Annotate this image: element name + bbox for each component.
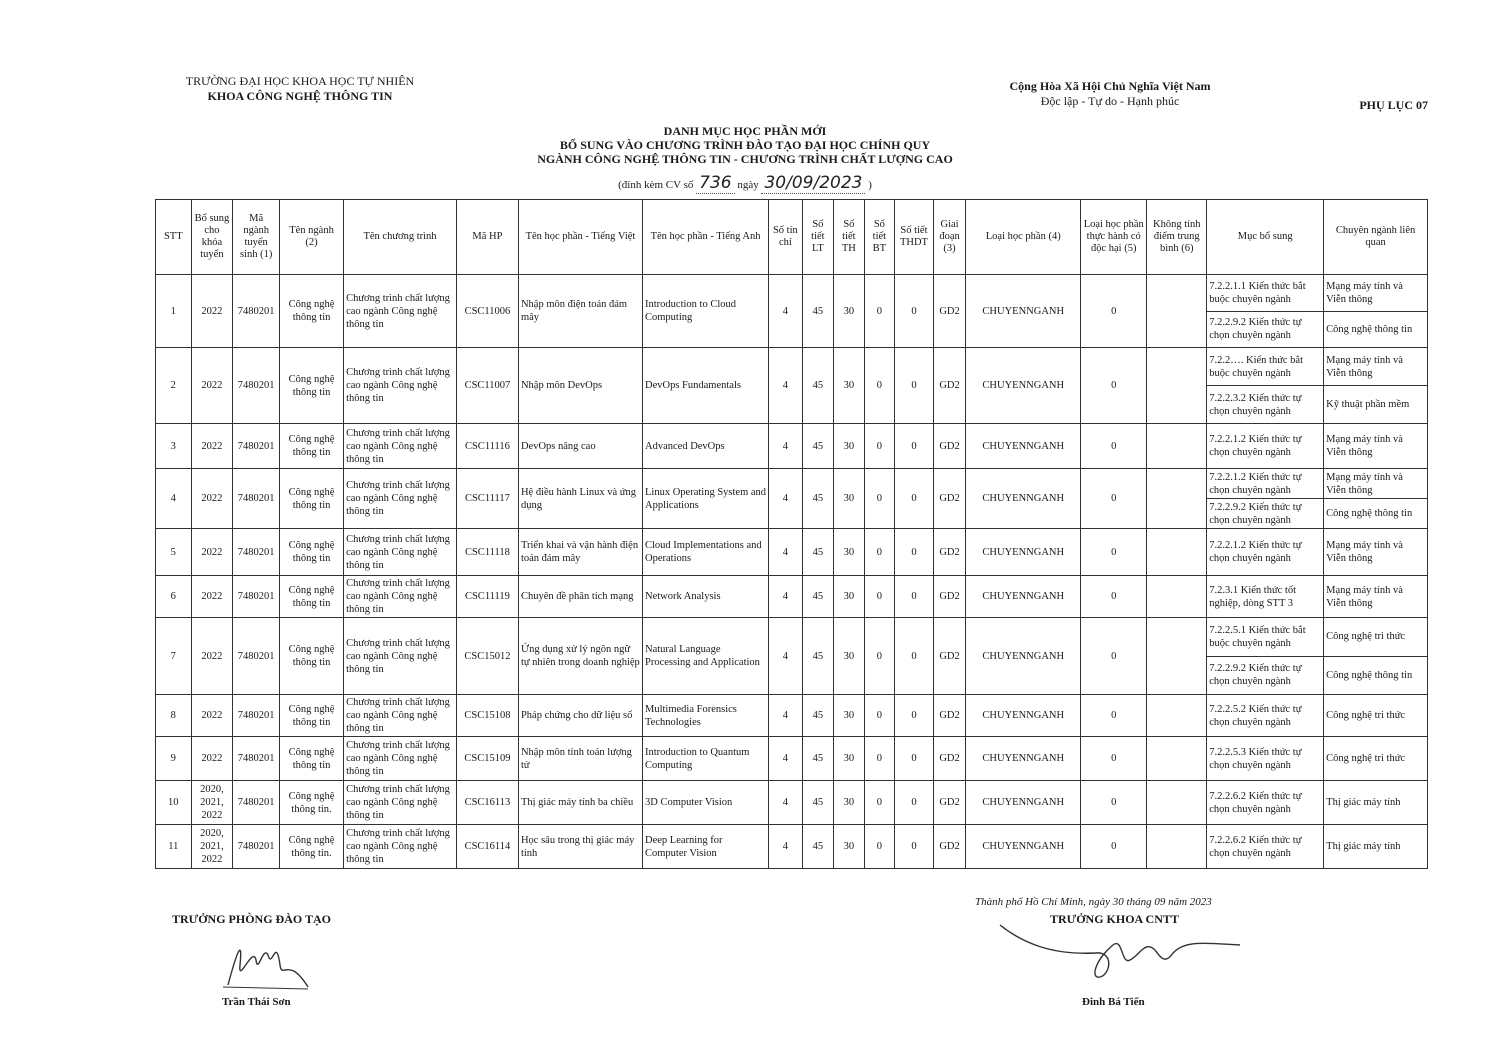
cell-stt: 5 <box>156 529 192 576</box>
cell-cohort: 2020, 2021, 2022 <box>191 781 233 825</box>
cell-related-specialization: Thị giác máy tính <box>1324 781 1428 825</box>
cell-stt: 11 <box>156 825 192 869</box>
cell-major-code: 7480201 <box>233 348 280 424</box>
cell-stt: 8 <box>156 695 192 737</box>
institution-header <box>150 74 450 104</box>
cell-thdt-hours: 0 <box>895 781 934 825</box>
cell-course-name-en: Advanced DevOps <box>643 424 769 469</box>
title-line-3: NGÀNH CÔNG NGHỆ THÔNG TIN - CHƯƠNG TRÌNH CHẤT LƯỢNG CAO <box>537 152 953 166</box>
cell-credits: 4 <box>769 618 803 695</box>
cell-hazardous: 0 <box>1081 825 1147 869</box>
column-header: Bổ sung cho khóa tuyển <box>191 200 233 275</box>
cell-practice-hours: 30 <box>834 424 865 469</box>
cell-course-code: CSC11119 <box>456 576 518 618</box>
column-header: Chuyên ngành liên quan <box>1324 200 1428 275</box>
column-header: Số tiết BT <box>864 200 895 275</box>
signing-date: Thành phố Hồ Chí Minh, ngày 30 tháng 09 năm 2023 <box>975 896 1212 908</box>
column-header: Số tiết LT <box>802 200 834 275</box>
cell-theory-hours: 45 <box>802 469 834 529</box>
column-header: Loại học phần (4) <box>966 200 1081 275</box>
cell-course-code: CSC11116 <box>456 424 518 469</box>
cell-course-name-en: 3D Computer Vision <box>643 781 769 825</box>
cell-major-name: Công nghệ thông tin. <box>280 781 344 825</box>
cell-course-code: CSC16113 <box>456 781 518 825</box>
cell-credits: 4 <box>769 781 803 825</box>
cell-program: Chương trình chất lượng cao ngành Công nghệ thông tin <box>344 424 457 469</box>
cell-major-code: 7480201 <box>233 825 280 869</box>
cell-related-specialization: Công nghệ thông tin <box>1324 499 1428 529</box>
cell-practice-hours: 30 <box>834 469 865 529</box>
cell-practice-hours: 30 <box>834 781 865 825</box>
cell-exercise-hours: 0 <box>864 618 895 695</box>
column-header: STT <box>156 200 192 275</box>
cell-course-type: CHUYENNGANH <box>966 424 1081 469</box>
right-signature-mark <box>995 915 1245 985</box>
cell-stage: GD2 <box>933 424 966 469</box>
cell-credits: 4 <box>769 275 803 348</box>
cell-practice-hours: 30 <box>834 275 865 348</box>
table-row <box>156 348 1428 386</box>
cell-hazardous: 0 <box>1081 469 1147 529</box>
cell-related-specialization: Công nghệ thông tin <box>1324 656 1428 695</box>
cell-course-name-vn: Nhập môn DevOps <box>518 348 642 424</box>
cell-exercise-hours: 0 <box>864 469 895 529</box>
cell-practice-hours: 30 <box>834 529 865 576</box>
cell-exercise-hours: 0 <box>864 781 895 825</box>
cell-major-name: Công nghệ thông tin <box>280 424 344 469</box>
right-signatory-name: Đinh Bá Tiến <box>1082 996 1145 1008</box>
cell-credits: 4 <box>769 576 803 618</box>
cell-course-name-vn: Ứng dụng xử lý ngôn ngữ tự nhiên trong doanh nghiệp <box>518 618 642 695</box>
cell-thdt-hours: 0 <box>895 576 934 618</box>
cell-stt: 6 <box>156 576 192 618</box>
cell-major-name: Công nghệ thông tin <box>280 695 344 737</box>
left-signature-mark <box>208 925 318 995</box>
cell-program: Chương trình chất lượng cao ngành Công nghệ thông tin <box>344 618 457 695</box>
cell-hazardous: 0 <box>1081 348 1147 424</box>
cell-credits: 4 <box>769 348 803 424</box>
column-header: Tên ngành (2) <box>280 200 344 275</box>
cell-course-name-en: Linux Operating System and Applications <box>643 469 769 529</box>
faculty-name: KHOA CÔNG NGHỆ THÔNG TIN <box>207 89 393 103</box>
cell-exclude-gpa <box>1147 618 1207 695</box>
cell-course-type: CHUYENNGANH <box>966 469 1081 529</box>
cell-practice-hours: 30 <box>834 348 865 424</box>
column-header: Số tín chỉ <box>769 200 803 275</box>
cell-stt: 3 <box>156 424 192 469</box>
cell-supplement-section: 7.2.2.5.3 Kiến thức tự chọn chuyên ngành <box>1207 737 1324 781</box>
cell-credits: 4 <box>769 737 803 781</box>
cell-related-specialization: Công nghệ tri thức <box>1324 618 1428 657</box>
cell-supplement-section: 7.2.2.5.2 Kiến thức tự chọn chuyên ngành <box>1207 695 1324 737</box>
cell-exclude-gpa <box>1147 781 1207 825</box>
cell-exercise-hours: 0 <box>864 737 895 781</box>
cell-exclude-gpa <box>1147 529 1207 576</box>
cell-course-name-en: Cloud Implementations and Operations <box>643 529 769 576</box>
cell-thdt-hours: 0 <box>895 348 934 424</box>
cell-stage: GD2 <box>933 695 966 737</box>
column-header: Không tính điểm trung bình (6) <box>1147 200 1207 275</box>
cell-theory-hours: 45 <box>802 529 834 576</box>
document-title <box>350 124 1140 166</box>
cell-exercise-hours: 0 <box>864 576 895 618</box>
cell-course-name-vn: Triển khai và vận hành điện toán đám mây <box>518 529 642 576</box>
cell-supplement-section: 7.2.2.1.1 Kiến thức bắt buộc chuyên ngành <box>1207 275 1324 312</box>
cell-course-name-en: DevOps Fundamentals <box>643 348 769 424</box>
cell-course-code: CSC15108 <box>456 695 518 737</box>
cell-supplement-section: 7.2.2.5.1 Kiến thức bắt buộc chuyên ngành <box>1207 618 1324 657</box>
cell-cohort: 2022 <box>191 618 233 695</box>
cell-course-type: CHUYENNGANH <box>966 576 1081 618</box>
cell-hazardous: 0 <box>1081 424 1147 469</box>
university-name: TRƯỜNG ĐẠI HỌC KHOA HỌC TỰ NHIÊN <box>185 74 415 88</box>
cell-major-name: Công nghệ thông tin <box>280 275 344 348</box>
cell-course-type: CHUYENNGANH <box>966 781 1081 825</box>
cell-stt: 10 <box>156 781 192 825</box>
cell-hazardous: 0 <box>1081 695 1147 737</box>
cell-supplement-section: 7.2.2.9.2 Kiến thức tự chọn chuyên ngành <box>1207 656 1324 695</box>
cell-cohort: 2022 <box>191 737 233 781</box>
cell-stage: GD2 <box>933 618 966 695</box>
cell-exercise-hours: 0 <box>864 275 895 348</box>
cell-supplement-section: 7.2.2.6.2 Kiến thức tự chọn chuyên ngành <box>1207 825 1324 869</box>
cell-major-code: 7480201 <box>233 781 280 825</box>
cell-exercise-hours: 0 <box>864 424 895 469</box>
cell-course-name-vn: Hệ điều hành Linux và ứng dụng <box>518 469 642 529</box>
cell-major-name: Công nghệ thông tin <box>280 576 344 618</box>
cell-theory-hours: 45 <box>802 825 834 869</box>
cell-exercise-hours: 0 <box>864 529 895 576</box>
cell-course-code: CSC11118 <box>456 529 518 576</box>
column-header: Giai đoạn (3) <box>933 200 966 275</box>
cell-stt: 1 <box>156 275 192 348</box>
cell-course-name-en: Network Analysis <box>643 576 769 618</box>
column-header: Số tiết THDT <box>895 200 934 275</box>
cell-exclude-gpa <box>1147 825 1207 869</box>
cell-supplement-section: 7.2.2.9.2 Kiến thức tự chọn chuyên ngành <box>1207 311 1324 348</box>
cell-major-code: 7480201 <box>233 737 280 781</box>
cell-supplement-section: 7.2.2.1.2 Kiến thức tự chọn chuyên ngành <box>1207 529 1324 576</box>
cell-thdt-hours: 0 <box>895 825 934 869</box>
cell-major-name: Công nghệ thông tin <box>280 469 344 529</box>
cell-major-code: 7480201 <box>233 469 280 529</box>
cell-related-specialization: Mạng máy tính và Viễn thông <box>1324 424 1428 469</box>
cell-theory-hours: 45 <box>802 695 834 737</box>
column-header: Tên chương trình <box>344 200 457 275</box>
cell-cohort: 2022 <box>191 469 233 529</box>
cell-exercise-hours: 0 <box>864 348 895 424</box>
table-row <box>156 825 1428 869</box>
cell-stt: 2 <box>156 348 192 424</box>
cell-course-name-en: Deep Learning for Computer Vision <box>643 825 769 869</box>
cell-course-name-en: Introduction to Quantum Computing <box>643 737 769 781</box>
cell-cohort: 2022 <box>191 424 233 469</box>
cell-course-type: CHUYENNGANH <box>966 737 1081 781</box>
cell-related-specialization: Kỹ thuật phần mềm <box>1324 386 1428 424</box>
cell-course-name-vn: Chuyên đề phân tích mạng <box>518 576 642 618</box>
cell-major-code: 7480201 <box>233 529 280 576</box>
cell-exclude-gpa <box>1147 695 1207 737</box>
cell-thdt-hours: 0 <box>895 275 934 348</box>
cell-course-type: CHUYENNGANH <box>966 825 1081 869</box>
cell-major-code: 7480201 <box>233 576 280 618</box>
cell-program: Chương trình chất lượng cao ngành Công nghệ thông tin <box>344 781 457 825</box>
cell-practice-hours: 30 <box>834 737 865 781</box>
cell-hazardous: 0 <box>1081 737 1147 781</box>
cell-hazardous: 0 <box>1081 275 1147 348</box>
cell-hazardous: 0 <box>1081 618 1147 695</box>
cell-stage: GD2 <box>933 781 966 825</box>
cell-course-name-vn: Nhập môn tính toán lượng tử <box>518 737 642 781</box>
attach-number: 736 <box>696 173 734 194</box>
cell-program: Chương trình chất lượng cao ngành Công nghệ thông tin <box>344 348 457 424</box>
cell-cohort: 2022 <box>191 529 233 576</box>
cell-thdt-hours: 0 <box>895 529 934 576</box>
cell-course-name-vn: Thị giác máy tính ba chiều <box>518 781 642 825</box>
left-title-text: TRƯỞNG PHÒNG ĐÀO TẠO <box>172 912 332 926</box>
cell-theory-hours: 45 <box>802 275 834 348</box>
cell-course-type: CHUYENNGANH <box>966 618 1081 695</box>
cell-supplement-section: 7.2.2.3.2 Kiến thức tự chọn chuyên ngành <box>1207 386 1324 424</box>
cell-exercise-hours: 0 <box>864 695 895 737</box>
cell-course-type: CHUYENNGANH <box>966 695 1081 737</box>
cell-course-name-vn: DevOps nâng cao <box>518 424 642 469</box>
cell-major-code: 7480201 <box>233 618 280 695</box>
column-header: Mã ngành tuyển sinh (1) <box>233 200 280 275</box>
cell-course-type: CHUYENNGANH <box>966 529 1081 576</box>
cell-major-code: 7480201 <box>233 695 280 737</box>
cell-cohort: 2022 <box>191 275 233 348</box>
cell-stage: GD2 <box>933 348 966 424</box>
cell-stage: GD2 <box>933 469 966 529</box>
table-row <box>156 618 1428 657</box>
cell-related-specialization: Mạng máy tính và Viễn thông <box>1324 529 1428 576</box>
cell-exclude-gpa <box>1147 348 1207 424</box>
column-header: Mục bổ sung <box>1207 200 1324 275</box>
cell-course-code: CSC15109 <box>456 737 518 781</box>
cell-theory-hours: 45 <box>802 737 834 781</box>
cell-stage: GD2 <box>933 825 966 869</box>
cell-hazardous: 0 <box>1081 781 1147 825</box>
cell-major-code: 7480201 <box>233 275 280 348</box>
cell-exclude-gpa <box>1147 275 1207 348</box>
motto: Độc lập - Tự do - Hạnh phúc <box>1040 94 1180 108</box>
attachment-reference <box>350 173 1140 194</box>
table-header-row <box>156 200 1428 275</box>
cell-stage: GD2 <box>933 737 966 781</box>
table-row <box>156 576 1428 618</box>
cell-theory-hours: 45 <box>802 348 834 424</box>
cell-practice-hours: 30 <box>834 695 865 737</box>
cell-related-specialization: Mạng máy tính và Viễn thông <box>1324 469 1428 499</box>
cell-hazardous: 0 <box>1081 576 1147 618</box>
cell-exclude-gpa <box>1147 737 1207 781</box>
cell-stage: GD2 <box>933 576 966 618</box>
cell-course-name-en: Multimedia Forensics Technologies <box>643 695 769 737</box>
cell-theory-hours: 45 <box>802 424 834 469</box>
cell-major-name: Công nghệ thông tin <box>280 737 344 781</box>
cell-course-name-vn: Pháp chứng cho dữ liệu số <box>518 695 642 737</box>
cell-thdt-hours: 0 <box>895 695 934 737</box>
cell-supplement-section: 7.2.2.6.2 Kiến thức tự chọn chuyên ngành <box>1207 781 1324 825</box>
cell-course-name-vn: Học sâu trong thị giác máy tính <box>518 825 642 869</box>
cell-theory-hours: 45 <box>802 781 834 825</box>
cell-course-code: CSC11117 <box>456 469 518 529</box>
column-header: Mã HP <box>456 200 518 275</box>
table-row <box>156 529 1428 576</box>
cell-supplement-section: 7.2.2.1.2 Kiến thức tự chọn chuyên ngành <box>1207 424 1324 469</box>
right-signatory-title: TRƯỞNG KHOA CNTT <box>1050 912 1179 926</box>
cell-course-type: CHUYENNGANH <box>966 275 1081 348</box>
cell-theory-hours: 45 <box>802 618 834 695</box>
cell-stt: 9 <box>156 737 192 781</box>
cell-program: Chương trình chất lượng cao ngành Công nghệ thông tin <box>344 275 457 348</box>
cell-course-code: CSC11006 <box>456 275 518 348</box>
cell-related-specialization: Công nghệ thông tin <box>1324 311 1428 348</box>
cell-exclude-gpa <box>1147 576 1207 618</box>
cell-practice-hours: 30 <box>834 618 865 695</box>
title-line-1: DANH MỤC HỌC PHẦN MỚI <box>663 124 827 138</box>
cell-course-name-en: Introduction to Cloud Computing <box>643 275 769 348</box>
cell-related-specialization: Mạng máy tính và Viễn thông <box>1324 576 1428 618</box>
cell-exclude-gpa <box>1147 424 1207 469</box>
cell-supplement-section: 7.2.3.1 Kiến thức tốt nghiệp, dòng STT 3 <box>1207 576 1324 618</box>
cell-related-specialization: Công nghệ tri thức <box>1324 737 1428 781</box>
table-row <box>156 469 1428 499</box>
table-row <box>156 781 1428 825</box>
column-header: Tên học phần - Tiếng Việt <box>518 200 642 275</box>
cell-hazardous: 0 <box>1081 529 1147 576</box>
table-row <box>156 695 1428 737</box>
cell-thdt-hours: 0 <box>895 424 934 469</box>
cell-cohort: 2022 <box>191 576 233 618</box>
cell-program: Chương trình chất lượng cao ngành Công nghệ thông tin <box>344 529 457 576</box>
cell-exercise-hours: 0 <box>864 825 895 869</box>
cell-related-specialization: Thị giác máy tính <box>1324 825 1428 869</box>
cell-credits: 4 <box>769 825 803 869</box>
cell-major-name: Công nghệ thông tin <box>280 529 344 576</box>
cell-related-specialization: Mạng máy tính và Viễn thông <box>1324 275 1428 312</box>
cell-stage: GD2 <box>933 529 966 576</box>
cell-major-name: Công nghệ thông tin <box>280 348 344 424</box>
title-line-2: BỔ SUNG VÀO CHƯƠNG TRÌNH ĐÀO TẠO ĐẠI HỌC CHÍNH QUY <box>559 138 931 152</box>
national-header <box>960 79 1260 109</box>
cell-exclude-gpa <box>1147 469 1207 529</box>
cell-credits: 4 <box>769 529 803 576</box>
course-table <box>155 199 1428 869</box>
attach-mid: ngày <box>737 179 759 191</box>
table-row <box>156 737 1428 781</box>
cell-major-name: Công nghệ thông tin <box>280 618 344 695</box>
cell-related-specialization: Mạng máy tính và Viễn thông <box>1324 348 1428 386</box>
cell-related-specialization: Công nghệ tri thức <box>1324 695 1428 737</box>
table-row <box>156 424 1428 469</box>
cell-course-name-en: Natural Language Processing and Application <box>643 618 769 695</box>
cell-stage: GD2 <box>933 275 966 348</box>
cell-cohort: 2022 <box>191 348 233 424</box>
cell-practice-hours: 30 <box>834 576 865 618</box>
cell-stt: 4 <box>156 469 192 529</box>
cell-program: Chương trình chất lượng cao ngành Công nghệ thông tin <box>344 576 457 618</box>
appendix-label: PHỤ LỤC 07 <box>1359 98 1428 112</box>
attach-date: 30/09/2023 <box>761 173 865 194</box>
cell-credits: 4 <box>769 695 803 737</box>
column-header: Tên học phần - Tiếng Anh <box>643 200 769 275</box>
cell-course-type: CHUYENNGANH <box>966 348 1081 424</box>
column-header: Loại học phần thực hành có độc hại (5) <box>1081 200 1147 275</box>
column-header: Số tiết TH <box>834 200 865 275</box>
cell-program: Chương trình chất lượng cao ngành Công nghệ thông tin <box>344 695 457 737</box>
cell-thdt-hours: 0 <box>895 469 934 529</box>
cell-program: Chương trình chất lượng cao ngành Công nghệ thông tin <box>344 737 457 781</box>
cell-supplement-section: 7.2.2.9.2 Kiến thức tự chọn chuyên ngành <box>1207 499 1324 529</box>
cell-cohort: 2020, 2021, 2022 <box>191 825 233 869</box>
cell-major-code: 7480201 <box>233 424 280 469</box>
attach-prefix: (đính kèm CV số <box>618 179 694 191</box>
left-signatory-name: Trần Thái Sơn <box>222 996 291 1008</box>
cell-thdt-hours: 0 <box>895 737 934 781</box>
cell-credits: 4 <box>769 424 803 469</box>
table-body <box>156 275 1428 869</box>
cell-credits: 4 <box>769 469 803 529</box>
cell-stt: 7 <box>156 618 192 695</box>
cell-theory-hours: 45 <box>802 576 834 618</box>
cell-supplement-section: 7.2.2.1.2 Kiến thức tự chọn chuyên ngành <box>1207 469 1324 499</box>
cell-supplement-section: 7.2.2…. Kiến thức bắt buộc chuyên ngành <box>1207 348 1324 386</box>
cell-major-name: Công nghệ thông tin. <box>280 825 344 869</box>
cell-practice-hours: 30 <box>834 825 865 869</box>
cell-course-name-vn: Nhập môn điện toán đám mây <box>518 275 642 348</box>
cell-cohort: 2022 <box>191 695 233 737</box>
cell-program: Chương trình chất lượng cao ngành Công nghệ thông tin <box>344 825 457 869</box>
cell-program: Chương trình chất lượng cao ngành Công nghệ thông tin <box>344 469 457 529</box>
cell-thdt-hours: 0 <box>895 618 934 695</box>
cell-course-code: CSC16114 <box>456 825 518 869</box>
cell-course-code: CSC15012 <box>456 618 518 695</box>
table-row <box>156 275 1428 312</box>
country-name: Cộng Hòa Xã Hội Chủ Nghĩa Việt Nam <box>1009 79 1211 93</box>
attach-suffix: ) <box>868 179 872 191</box>
cell-course-code: CSC11007 <box>456 348 518 424</box>
